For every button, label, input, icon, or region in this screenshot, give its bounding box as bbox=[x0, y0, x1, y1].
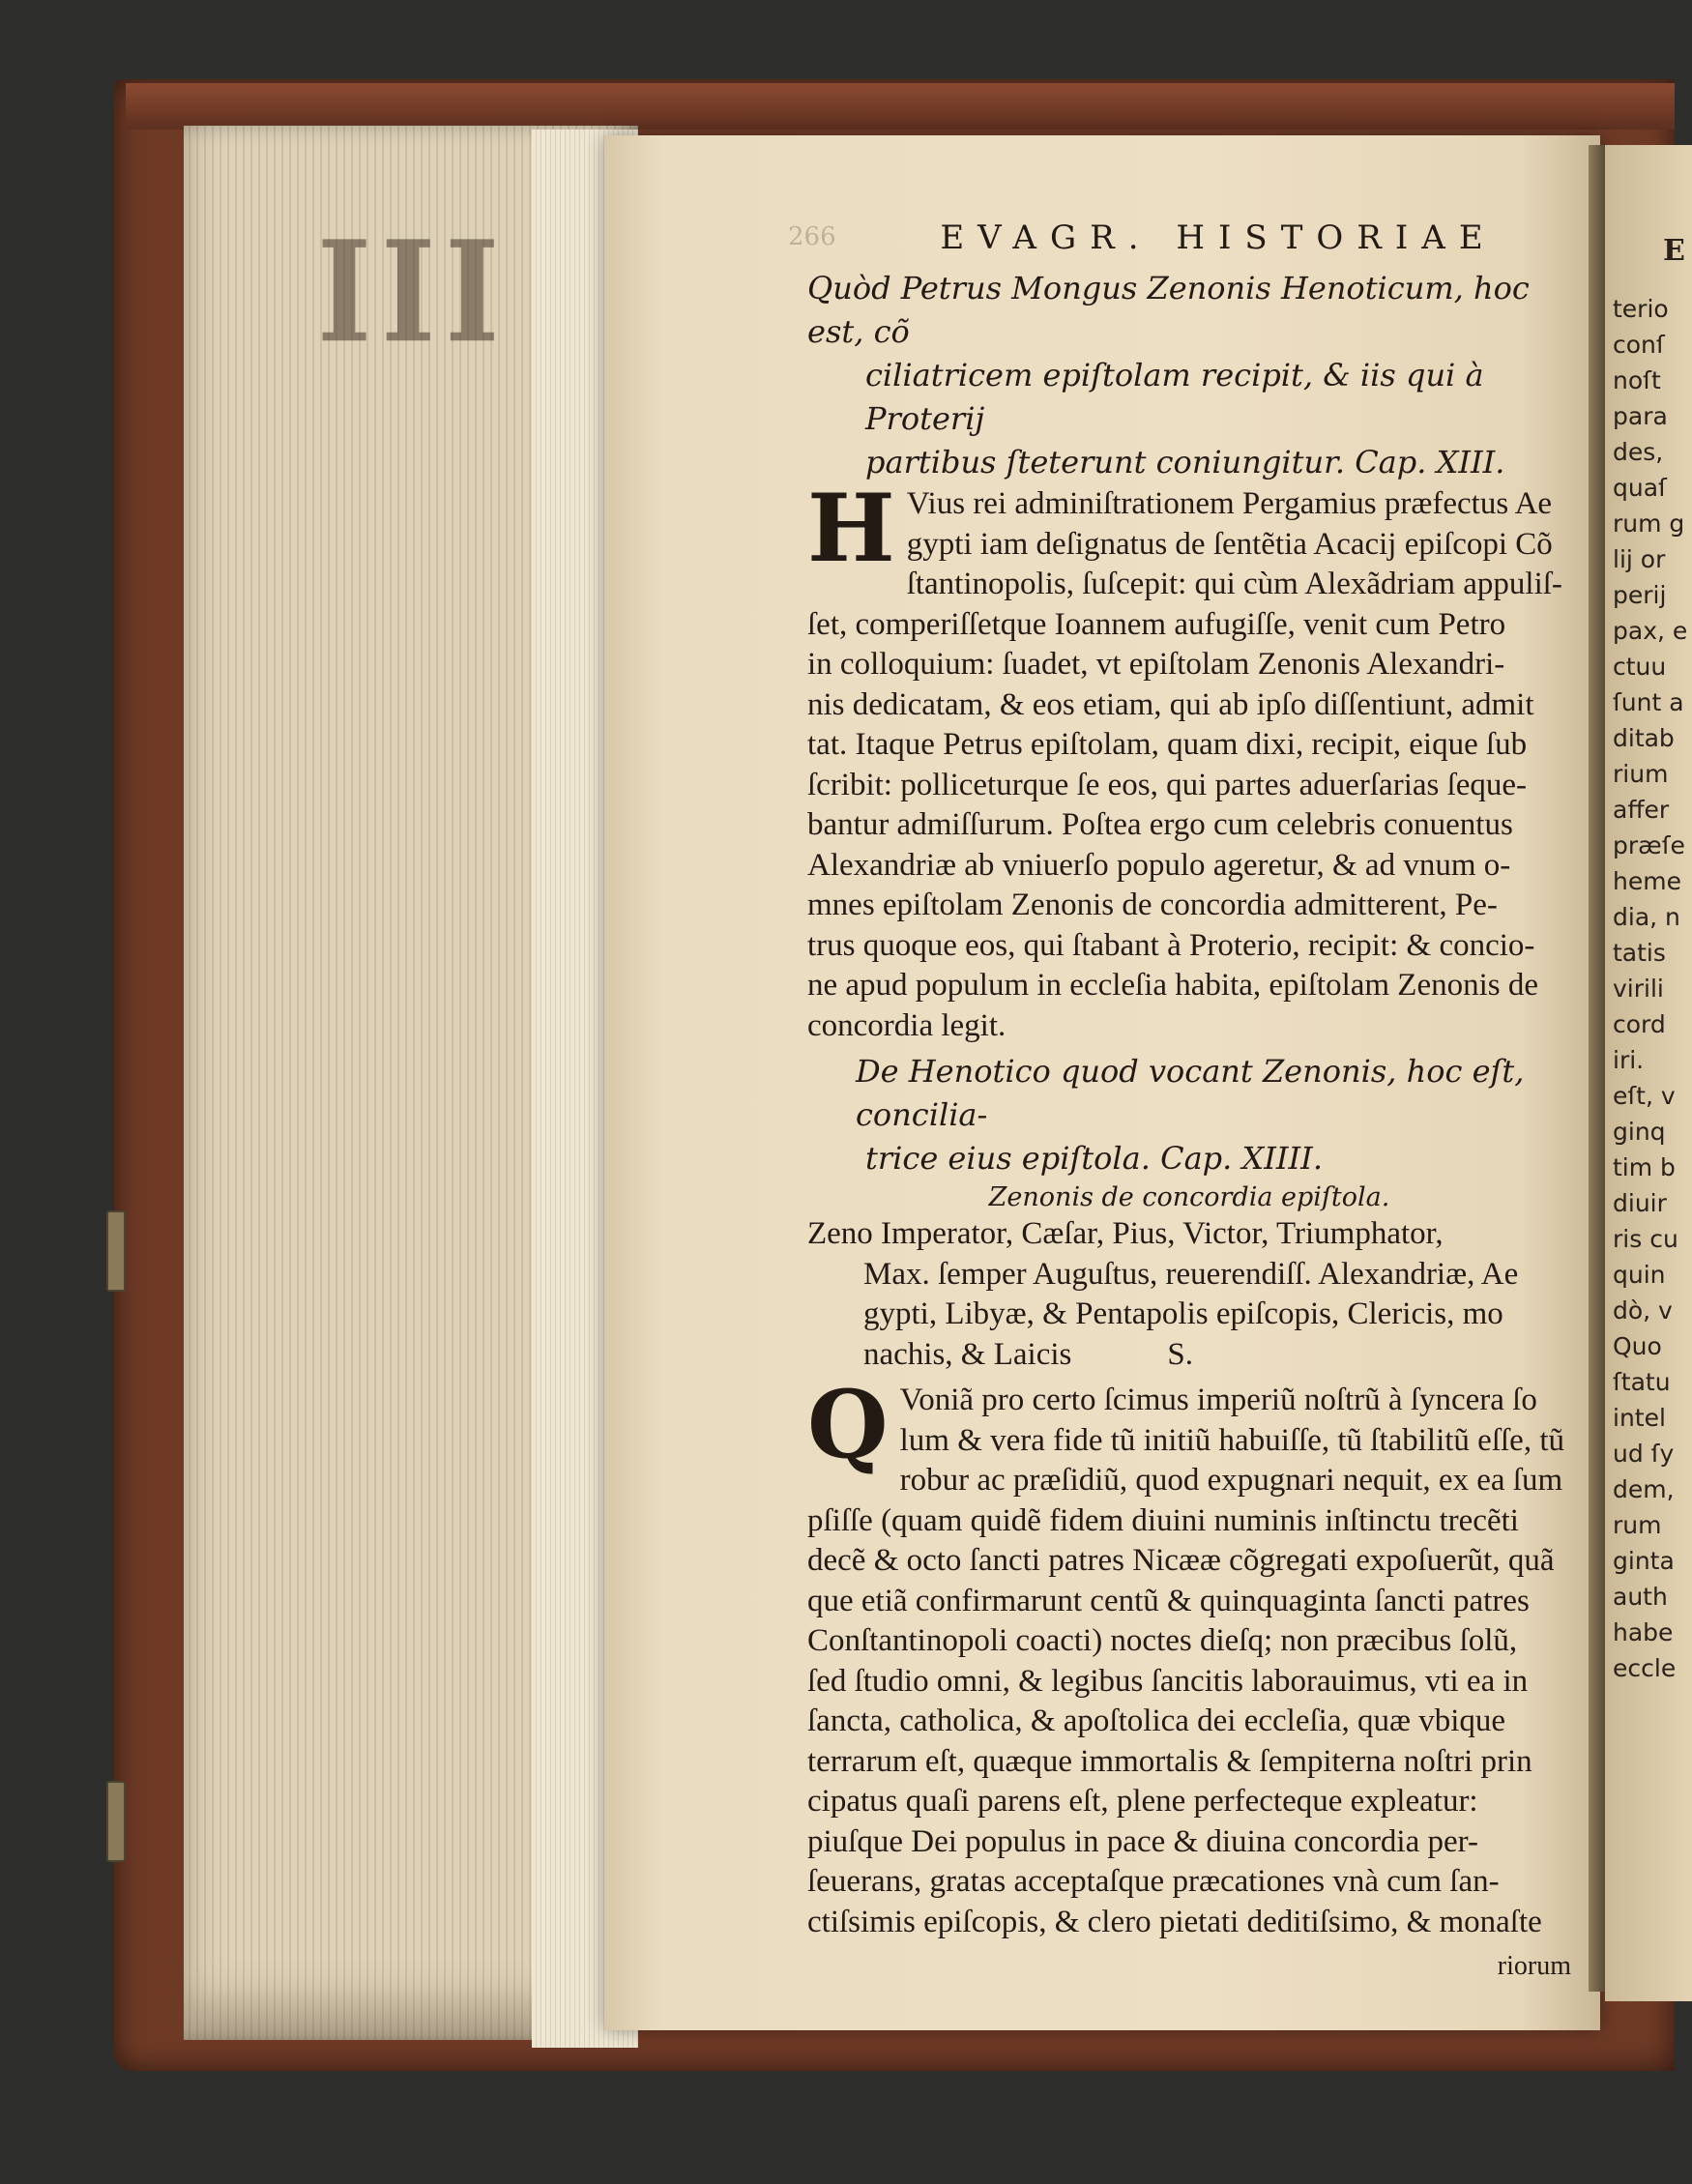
right-page bbox=[1605, 145, 1692, 2001]
running-head-title: EVAGR. HISTORIAE bbox=[940, 218, 1497, 257]
right-page-line: ſunt a bbox=[1613, 688, 1684, 716]
right-page-line: para bbox=[1613, 402, 1668, 430]
right-page-line: præſe bbox=[1613, 831, 1685, 859]
page-number: 266 bbox=[788, 222, 836, 251]
text-line: mnes epiſtolam Zenonis de concordia admitterent, Pe- bbox=[807, 888, 1498, 922]
text-line: que etiã confirmarunt centũ & quinquaginta ſancti patres bbox=[807, 1583, 1530, 1618]
right-page-line: dò, v bbox=[1613, 1296, 1673, 1325]
right-page-line: cord bbox=[1613, 1010, 1666, 1038]
text-line: Vius rei adminiſtrationem Pergamius præfectus Ae bbox=[906, 486, 1553, 521]
right-page-line: ctuu bbox=[1613, 653, 1667, 681]
right-page-line: ginta bbox=[1613, 1547, 1675, 1575]
heading-line: Quòd Petrus Mongus Zenonis Henoticum, hoc est, cõ bbox=[807, 270, 1530, 350]
right-page-line: ditab bbox=[1613, 724, 1675, 752]
right-page-line: noſt bbox=[1613, 366, 1661, 394]
right-page-line: auth bbox=[1613, 1583, 1668, 1611]
letter-title: Zenonis de concordia epiſtola. bbox=[988, 1182, 1390, 1212]
text-line: gypti iam deſignatus de ſentẽtia Acacij epiſcopi Cõ bbox=[906, 526, 1553, 562]
text-line: ſet, comperiſſetque Ioannem aufugiſſe, venit cum Petro bbox=[807, 606, 1506, 642]
right-page-line: ſtatu bbox=[1613, 1368, 1671, 1396]
text-line: ctiſsimis epiſcopis, & clero pietati deditiſsimo, & monaſte bbox=[807, 1904, 1542, 1939]
heading-line: De Henotico quod vocant Zenonis, hoc eſt, concilia- bbox=[856, 1053, 1525, 1133]
chapter-14-heading bbox=[807, 1050, 1571, 1180]
text-line: lum & vera fide tũ initiũ habuiſſe, tũ ſtabilitũ eſſe, tũ bbox=[899, 1422, 1564, 1458]
right-page-line: eſt, v bbox=[1613, 1082, 1676, 1110]
text-line: trus quoque eos, qui ſtabant à Proterio, recipit: & concio- bbox=[807, 927, 1535, 963]
text-line: ſed ſtudio omni, & legibus ſancitis laborauimus, vti ea in bbox=[807, 1663, 1529, 1699]
text-line: ne apud populum in eccleſia habita, epiſtolam Zenonis de bbox=[807, 968, 1539, 1003]
right-page-line: rum g bbox=[1613, 510, 1685, 538]
right-page-line: quaſ bbox=[1613, 474, 1667, 502]
clasp-upper bbox=[106, 1210, 126, 1292]
text-line: ſeuerans, gratas acceptaſque præcationes vnà cum ſan- bbox=[807, 1864, 1500, 1899]
text-line: ſcribit: polliceturque ſe eos, qui partes aduerſarias ſeque- bbox=[807, 767, 1528, 802]
right-page-line: heme bbox=[1613, 867, 1681, 895]
catchword: riorum bbox=[1497, 1951, 1571, 1981]
right-page-line: ris cu bbox=[1613, 1225, 1678, 1253]
text-line: ſancta, catholica, & apoſtolica dei eccleſia, quæ vbique bbox=[807, 1704, 1506, 1738]
right-page-line: rium bbox=[1613, 760, 1669, 788]
right-page-line: intel bbox=[1613, 1404, 1666, 1432]
text-line: ſtantinopolis, ſuſcepit: qui cùm Alexãdriam appuliſ- bbox=[906, 567, 1562, 601]
right-page-line: eccle bbox=[1613, 1654, 1677, 1682]
text-line: robur ac præſidiũ, quod expugnari nequit, ex ea ſum bbox=[899, 1463, 1563, 1498]
right-page-line: terio bbox=[1613, 295, 1669, 323]
text-line: Conſtantinopoli coacti) noctes dieſq; non præcibus ſolũ, bbox=[807, 1623, 1518, 1658]
right-page-line: des, bbox=[1613, 438, 1664, 466]
text-line: tat. Itaque Petrus epiſtolam, quam dixi, recipit, eique ſub bbox=[807, 727, 1528, 762]
text-line: Voniã pro certo ſcimus imperiũ noſtrũ à ſyncera ſo bbox=[899, 1383, 1537, 1417]
text-line: in colloquium: ſuadet, vt epiſtolam Zenonis Alexandri- bbox=[807, 647, 1505, 682]
salutation-line: gypti, Libyæ, & Pentapolis epiſcopis, Clericis, mo bbox=[863, 1296, 1503, 1331]
text-line: decẽ & octo ſancti patres Nicææ cõgregati expoſuerũt, quã bbox=[807, 1543, 1555, 1578]
text-line: pſiſſe (quam quidẽ fidem diuini numinis inſtinctu trecẽti bbox=[807, 1502, 1519, 1538]
right-page-line: diuir bbox=[1613, 1189, 1667, 1217]
text-line: Alexandriæ ab vniuerſo populo ageretur, & ad vnum o- bbox=[807, 847, 1511, 883]
heading-line: trice eius epiſtola. Cap. XIIII. bbox=[865, 1140, 1323, 1177]
fore-edge-numerals: III bbox=[317, 210, 510, 375]
running-head bbox=[788, 218, 1571, 257]
right-page-line: perij bbox=[1613, 581, 1667, 609]
cover-top-edge bbox=[126, 83, 1675, 130]
right-page-line: conſ bbox=[1613, 331, 1665, 359]
right-page-head: E bbox=[1663, 234, 1687, 268]
clasp-lower bbox=[106, 1781, 126, 1862]
chapter-13-heading bbox=[807, 267, 1571, 484]
heading-line: ciliatricem epiſtolam recipit, & iis qui à Proterij bbox=[865, 357, 1484, 437]
right-page-line: habe bbox=[1613, 1618, 1674, 1646]
right-page-line: dem, bbox=[1613, 1475, 1675, 1503]
text-line: nis dedicatam, & eos etiam, qui ab ipſo diſſentiunt, admit bbox=[807, 686, 1534, 722]
salutation bbox=[807, 1214, 1571, 1375]
right-page-line: tatis bbox=[1613, 939, 1666, 967]
right-page-line: affer bbox=[1613, 796, 1670, 824]
chapter-13-body bbox=[807, 474, 1571, 1046]
text-line: bantur admiſſurum. Poſtea ergo cum celebris conuentus bbox=[807, 807, 1513, 842]
drop-cap: H bbox=[807, 474, 895, 583]
right-page-line: quin bbox=[1613, 1261, 1666, 1289]
salutation-line: Zeno Imperator, Cæſar, Pius, Victor, Triumphator, bbox=[807, 1216, 1444, 1251]
salutation-line: Max. ſemper Auguſtus, reuerendiſſ. Alexandriæ, Ae bbox=[863, 1256, 1519, 1292]
chapter-14-body bbox=[807, 1370, 1571, 1942]
right-page-line: ginq bbox=[1613, 1118, 1666, 1146]
right-page-line: tim b bbox=[1613, 1153, 1676, 1181]
heading-line: partibus ſteterunt coniungitur. Cap. XIII. bbox=[865, 444, 1505, 480]
right-page-line: rum bbox=[1613, 1511, 1662, 1539]
right-page-line: pax, e bbox=[1613, 617, 1688, 645]
right-page-line: lij or bbox=[1613, 545, 1666, 573]
drop-cap: Q bbox=[807, 1370, 889, 1479]
right-page-line: ud ſy bbox=[1613, 1440, 1675, 1468]
right-page-line: iri. bbox=[1613, 1046, 1645, 1074]
right-page-lines bbox=[1605, 291, 1692, 1686]
salutation-line: nachis, & Laicis S. bbox=[863, 1336, 1193, 1372]
text-line: cipatus quaſi parens eſt, plene perfecteque expleatur: bbox=[807, 1784, 1478, 1819]
right-page-line: Quo bbox=[1613, 1332, 1662, 1360]
text-line: concordia legit. bbox=[807, 1007, 1006, 1043]
page-text bbox=[788, 218, 1571, 1987]
right-page-line: dia, n bbox=[1613, 903, 1680, 931]
text-line: terrarum eſt, quæque immortalis & ſempiterna noſtri prin bbox=[807, 1743, 1532, 1779]
text-line: piuſque Dei populus in pace & diuina concordia per- bbox=[807, 1823, 1478, 1859]
right-page-line: virili bbox=[1613, 975, 1664, 1003]
